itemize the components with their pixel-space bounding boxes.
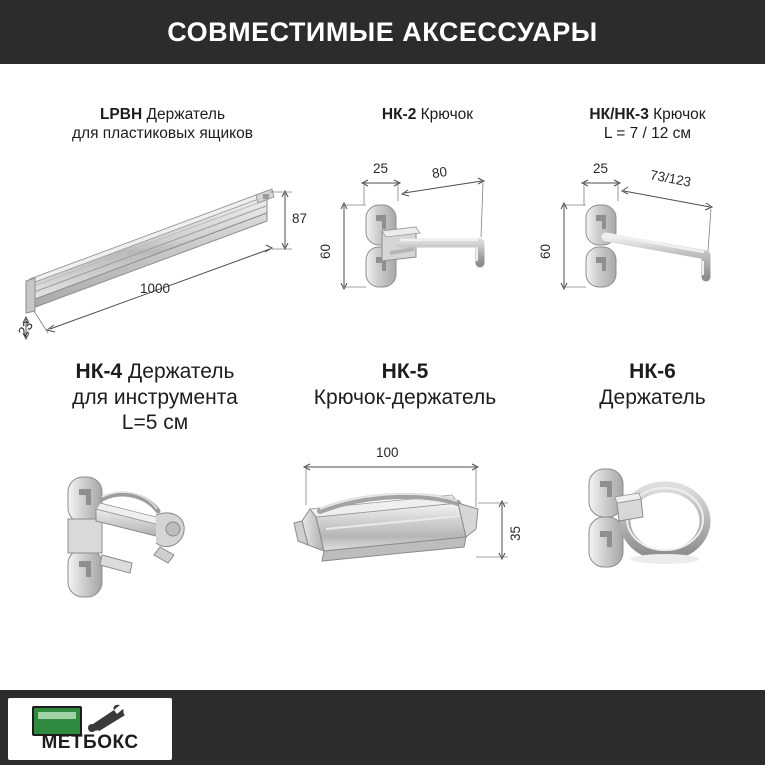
item-nk2-drawing bbox=[320, 161, 535, 341]
item-nk6-name: Держатель bbox=[599, 385, 706, 409]
item-nk6[interactable] bbox=[545, 359, 760, 669]
brand-name: МЕТБОКС bbox=[41, 732, 139, 753]
item-nk3[interactable] bbox=[540, 106, 755, 346]
nk3-dim-60: 60 bbox=[538, 243, 553, 259]
nk5-illustration bbox=[280, 459, 530, 654]
item-nk2-caption bbox=[320, 106, 535, 125]
nk3-dim-73-123: 73/123 bbox=[648, 167, 693, 190]
item-nk5[interactable] bbox=[280, 359, 530, 669]
item-nk4-desc: для инструмента bbox=[72, 385, 238, 409]
item-nk5-name: Крючок-держатель bbox=[313, 385, 497, 409]
nk5-dim-100: 100 bbox=[376, 445, 399, 460]
item-nk6-caption bbox=[545, 359, 760, 410]
accessories-grid bbox=[0, 64, 765, 690]
item-nk2-code: НК-2 bbox=[381, 106, 417, 123]
page-title: СОВМЕСТИМЫЕ АКСЕССУАРЫ bbox=[167, 16, 598, 47]
item-nk4-caption bbox=[10, 359, 300, 436]
nk2-dim-25: 25 bbox=[373, 161, 389, 176]
lpbh-dim-87: 87 bbox=[292, 211, 308, 226]
wrench-icon bbox=[84, 704, 138, 734]
brand-logo-inner bbox=[10, 700, 170, 758]
lpbh-illustration bbox=[20, 161, 308, 341]
item-lpbh-drawing bbox=[15, 161, 308, 341]
item-nk3-drawing bbox=[540, 161, 755, 341]
item-lpbh[interactable] bbox=[15, 106, 308, 346]
brand-logo[interactable] bbox=[8, 698, 172, 760]
lpbh-dim-23: 23 bbox=[15, 318, 36, 339]
item-nk4-code: НК-4 bbox=[75, 360, 123, 383]
nk4-illustration bbox=[10, 459, 300, 654]
item-nk3-name: Крючок bbox=[653, 106, 706, 123]
item-nk5-caption bbox=[280, 359, 530, 410]
item-nk2[interactable] bbox=[320, 106, 535, 346]
nk5-dim-35: 35 bbox=[508, 525, 523, 541]
page-footer bbox=[0, 690, 765, 765]
item-nk3-code: НК/НК-3 bbox=[589, 106, 649, 123]
nk3-illustration bbox=[540, 161, 755, 341]
item-lpbh-name: Держатель bbox=[146, 106, 226, 123]
item-nk4[interactable] bbox=[10, 359, 300, 669]
page-header bbox=[0, 0, 765, 64]
item-nk5-drawing bbox=[280, 445, 530, 654]
nk3-dim-25: 25 bbox=[593, 161, 609, 176]
nk2-dim-60: 60 bbox=[318, 243, 333, 259]
nk2-dim-80: 80 bbox=[430, 163, 449, 182]
item-nk4-length: L=5 см bbox=[121, 411, 189, 435]
item-nk6-code: НК-6 bbox=[629, 360, 676, 383]
item-nk2-name: Крючок bbox=[420, 106, 474, 123]
item-lpbh-caption bbox=[20, 106, 305, 144]
item-lpbh-code: LPBH bbox=[99, 106, 143, 123]
item-lpbh-desc: для пластиковых ящиков bbox=[72, 124, 253, 142]
nk6-illustration bbox=[545, 459, 760, 654]
item-nk4-drawing bbox=[10, 459, 300, 654]
item-nk4-name: Держатель bbox=[128, 360, 235, 383]
item-nk6-drawing bbox=[545, 459, 760, 654]
nk2-illustration bbox=[320, 161, 535, 341]
lpbh-dim-1000: 1000 bbox=[140, 281, 171, 296]
item-nk3-caption bbox=[540, 106, 755, 144]
item-nk3-desc: L = 7 / 12 см bbox=[603, 124, 692, 142]
item-nk5-code: НК-5 bbox=[381, 360, 429, 383]
